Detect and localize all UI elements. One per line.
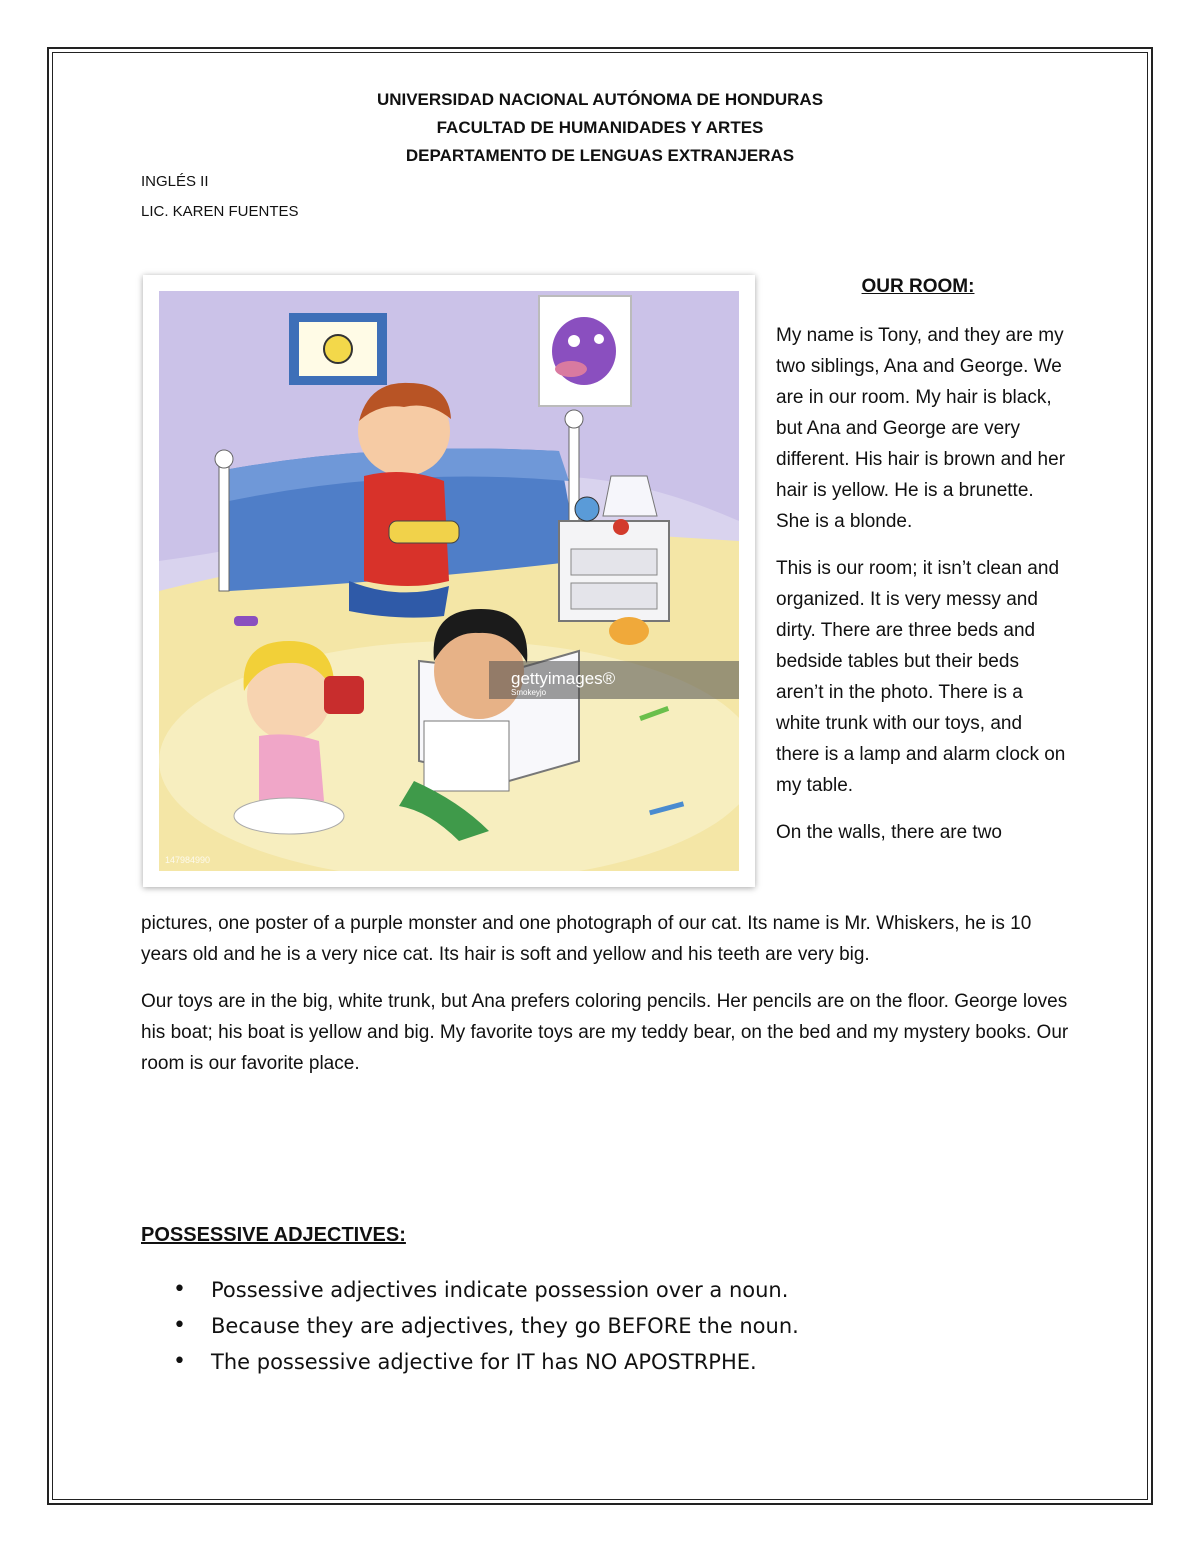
list-item: • Because they are adjectives, they go BEFORE the noun. — [141, 1308, 1061, 1344]
story-paragraph-3-rest: pictures, one poster of a purple monster and one photograph of our cat. Its name is Mr. Whiskers, he is 10 years old and he is a very nice cat. Its hair is soft and yellow and his teeth are very big. — [141, 913, 1032, 965]
possessive-adjectives-list — [141, 1272, 1061, 1380]
story-paragraph-3-start: On the walls, there are two — [776, 822, 1002, 843]
faculty-name: FACULTAD DE HUMANIDADES Y ARTES — [436, 118, 764, 137]
room-illustration — [143, 275, 755, 887]
story-title: OUR ROOM: — [861, 276, 975, 297]
list-item: • The possessive adjective for IT has NO APOSTRPHE. — [141, 1344, 1061, 1380]
watermark-text: gettyimages® — [511, 669, 616, 688]
possessive-adjectives-title: POSSESSIVE ADJECTIVES: — [141, 1224, 406, 1246]
cartoon-room-image — [159, 291, 739, 871]
course-name: INGLÉS II — [141, 173, 209, 190]
university-name: UNIVERSIDAD NACIONAL AUTÓNOMA DE HONDURAS — [376, 90, 824, 109]
department-name: DEPARTAMENTO DE LENGUAS EXTRANJERAS — [405, 146, 795, 165]
stock-image-id: 147984990 — [165, 855, 211, 865]
story-paragraph-4: Our toys are in the big, white trunk, but Ana prefers coloring pencils. Her pencils are on the floor. George loves his boat; his boat is yellow and big. My favorite toys are my teddy bear, on the bed and my mystery books. Our room is our favorite place. — [141, 991, 1069, 1074]
story-paragraph-2: This is our room; it isn’t clean and organized. It is very messy and dirty. There are three beds and bedside tables but their beds aren’t in the photo. There is a white trunk with our toys, and there is a lamp and alarm clock on my table. — [776, 558, 1066, 796]
teacher-name: LIC. KAREN FUENTES — [141, 203, 299, 220]
list-item: • Possessive adjectives indicate possession over a noun. — [141, 1272, 1061, 1308]
document-header — [0, 86, 1200, 170]
story-column — [776, 320, 1066, 848]
story-continued — [141, 908, 1071, 1095]
watermark-credit: Smokeyjo — [511, 688, 547, 697]
story-paragraph-1: My name is Tony, and they are my two siblings, Ana and George. We are in our room. My hair is black, but Ana and George are very different. His hair is brown and her hair is yellow. He is a brunette. She is a blonde. — [776, 325, 1066, 532]
